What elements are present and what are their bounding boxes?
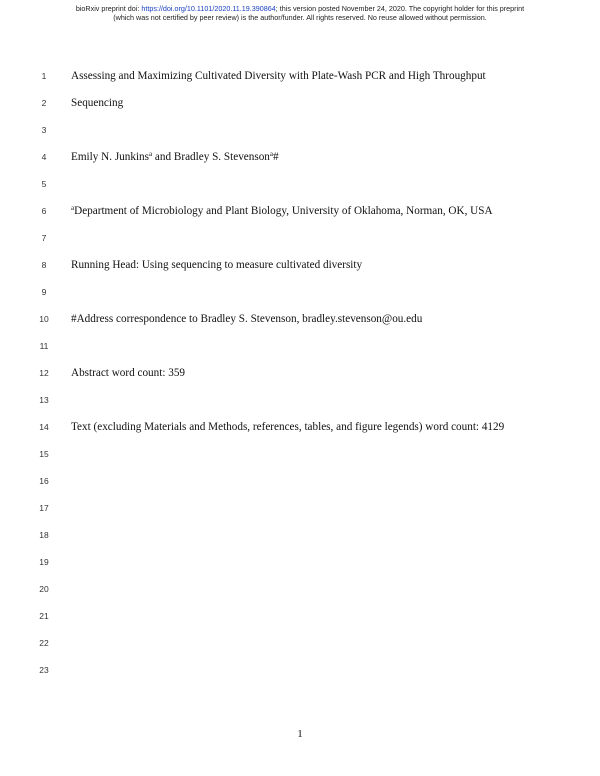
line-number: 2 [41, 98, 47, 108]
title-line-2: Sequencing [71, 97, 124, 109]
line-number: 11 [39, 341, 49, 351]
line-number: 12 [39, 368, 49, 378]
header-line-1 [0, 4, 600, 13]
line-number: 3 [41, 125, 47, 135]
line-number: 8 [41, 260, 47, 270]
manuscript-line [0, 473, 600, 489]
manuscript-line [0, 527, 600, 543]
manuscript-line [0, 662, 600, 678]
manuscript-line [0, 500, 600, 516]
manuscript-line [0, 257, 600, 273]
line-number: 1 [41, 71, 47, 81]
affiliation-text: Department of Microbiology and Plant Biology, University of Oklahoma, Norman, OK, USA [74, 205, 493, 217]
line-number: 4 [41, 152, 47, 162]
manuscript-line [0, 284, 600, 300]
line-number: 7 [41, 233, 47, 243]
manuscript-line [0, 122, 600, 138]
line-number: 9 [41, 287, 47, 297]
manuscript-line [0, 338, 600, 354]
line-number: 19 [39, 557, 49, 567]
authors-line [71, 149, 279, 165]
author-connector: and [152, 151, 174, 163]
manuscript-line [0, 365, 600, 381]
manuscript-line [0, 95, 600, 111]
line-number: 15 [39, 449, 49, 459]
manuscript-line [0, 230, 600, 246]
page-number: 1 [297, 728, 303, 740]
line-number: 13 [39, 395, 49, 405]
manuscript-line [0, 446, 600, 462]
affiliation-line [71, 203, 493, 219]
line-number: 16 [39, 476, 49, 486]
author-name: Emily N. Junkins [71, 151, 150, 163]
line-number: 5 [41, 179, 47, 189]
line-number: 21 [39, 611, 49, 621]
correspondence-line: #Address correspondence to Bradley S. Stevenson, bradley.stevenson@ou.edu [71, 313, 423, 325]
line-number: 23 [39, 665, 49, 675]
manuscript-line [0, 419, 600, 435]
running-head: Running Head: Using sequencing to measure cultivated diversity [71, 259, 363, 271]
line-number: 22 [39, 638, 49, 648]
manuscript-line [0, 176, 600, 192]
author-name: Bradley S. Stevenson [173, 151, 270, 163]
manuscript-line [0, 149, 600, 165]
manuscript-line [0, 392, 600, 408]
line-number: 6 [41, 206, 47, 216]
title-line-1: Assessing and Maximizing Cultivated Diversity with Plate-Wash PCR and High Throughput [71, 70, 486, 82]
corresponding-author-mark: # [273, 151, 279, 163]
manuscript-line [0, 68, 600, 84]
manuscript-line [0, 554, 600, 570]
line-number: 10 [39, 314, 49, 324]
manuscript-line [0, 608, 600, 624]
header-prefix: bioRxiv preprint doi: [75, 4, 142, 13]
author-affiliation-mark: a [149, 150, 153, 158]
author-affiliation-mark: a [269, 150, 274, 158]
manuscript-line [0, 203, 600, 219]
text-word-count: Text (excluding Materials and Methods, references, tables, and figure legends) word count: 4129 [71, 421, 505, 433]
preprint-header [0, 4, 600, 22]
line-number: 18 [39, 530, 49, 540]
header-line-2: (which was not certified by peer review) is the author/funder. All rights reserved. No reuse allowed without permission. [113, 13, 487, 22]
abstract-word-count: Abstract word count: 359 [71, 367, 186, 379]
line-number: 14 [39, 422, 49, 432]
manuscript-line [0, 581, 600, 597]
header-suffix: ; this version posted November 24, 2020. The copyright holder for this preprint [275, 4, 525, 13]
affiliation-mark: a [71, 204, 75, 212]
doi-link[interactable]: https://doi.org/10.1101/2020.11.19.390864 [141, 4, 276, 13]
line-number: 20 [39, 584, 49, 594]
manuscript-line [0, 635, 600, 651]
manuscript-line [0, 311, 600, 327]
line-number: 17 [39, 503, 49, 513]
